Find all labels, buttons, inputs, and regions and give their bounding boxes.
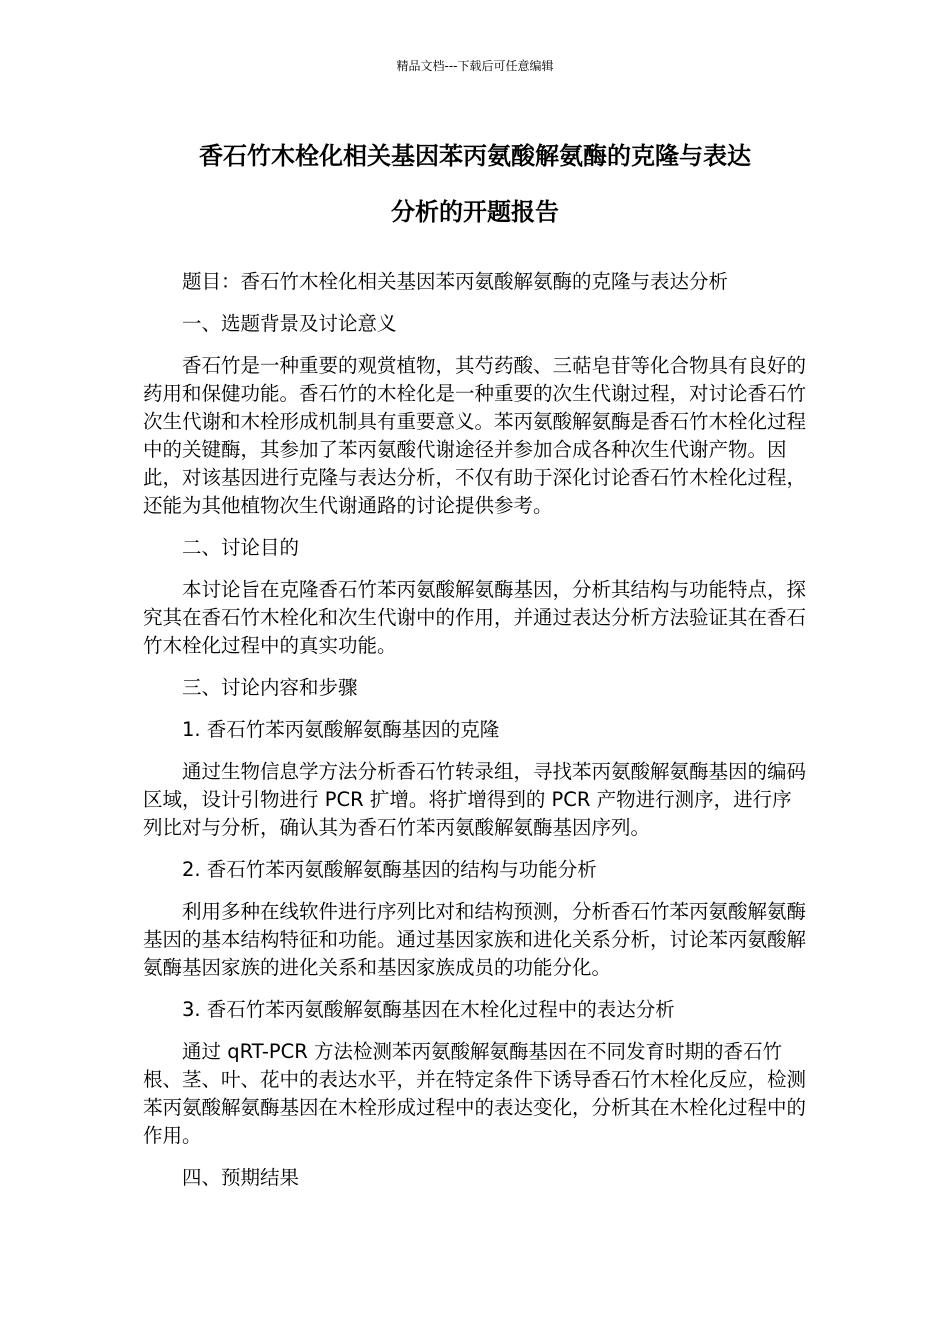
section3-heading: 三、讨论内容和步骤 bbox=[182, 676, 358, 699]
document-title-line2: 分析的开题报告 bbox=[391, 198, 559, 226]
subsection3-paragraph: 通过 qRT-PCR 方法检测苯丙氨酸解氨酶基因在不同发育时期的香石竹根、茎、叶、花中的表达水平，并在特定条件下诱导香石竹木栓化反应，检测苯丙氨酸解氨酶基因在木栓形成过程中的表达变化，分析其在木栓化过程中的作用。 bbox=[143, 1040, 807, 1147]
section1-paragraph: 香石竹是一种重要的观赏植物，其芍药酸、三萜皂苷等化合物具有良好的药用和保健功能。香石竹的木栓化是一种重要的次生代谢过程，对讨论香石竹次生代谢和木栓形成机制具有重要意义。苯丙氨酸解氨酶是香石竹木栓化过程中的关键酶，其参加了苯丙氨酸代谢途径并参加合成各种次生代谢产物。因此，对该基因进行克隆与表达分析，不仅有助于深化讨论香石竹木栓化过程，还能为其他植物次生代谢通路的讨论提供参考。 bbox=[143, 354, 807, 517]
header-note: 精品文档---下载后可任意编辑 bbox=[396, 59, 554, 73]
section4-heading: 四、预期结果 bbox=[182, 1166, 300, 1189]
subsection1-paragraph: 通过生物信息学方法分析香石竹转录组，寻找苯丙氨酸解氨酶基因的编码区域，设计引物进行 PCR 扩增。将扩增得到的 PCR 产物进行测序，进行序列比对与分析，确认其为香石竹苯丙氨酸解氨酶基因序列。 bbox=[143, 760, 807, 839]
subsection2-heading: 2. 香石竹苯丙氨酸解氨酶基因的结构与功能分析 bbox=[182, 858, 597, 881]
section2-heading: 二、讨论目的 bbox=[182, 536, 300, 559]
section1-heading: 一、选题背景及讨论意义 bbox=[182, 312, 397, 335]
document-body bbox=[143, 268, 807, 1192]
section2-paragraph: 本讨论旨在克隆香石竹苯丙氨酸解氨酶基因，分析其结构与功能特点，探究其在香石竹木栓化和次生代谢中的作用，并通过表达分析方法验证其在香石竹木栓化过程中的真实功能。 bbox=[143, 578, 807, 657]
subsection3-heading: 3. 香石竹苯丙氨酸解氨酶基因在木栓化过程中的表达分析 bbox=[182, 998, 675, 1021]
subsection2-paragraph: 利用多种在线软件进行序列比对和结构预测，分析香石竹苯丙氨酸解氨酶基因的基本结构特征和功能。通过基因家族和进化关系分析，讨论苯丙氨酸解氨酶基因家族的进化关系和基因家族成员的功能分化。 bbox=[143, 900, 807, 979]
subsection1-heading: 1. 香石竹苯丙氨酸解氨酶基因的克隆 bbox=[182, 718, 500, 741]
document-title-line1: 香石竹木栓化相关基因苯丙氨酸解氨酶的克隆与表达 bbox=[199, 142, 751, 170]
topic-line: 题目：香石竹木栓化相关基因苯丙氨酸解氨酶的克隆与表达分析 bbox=[182, 270, 729, 293]
